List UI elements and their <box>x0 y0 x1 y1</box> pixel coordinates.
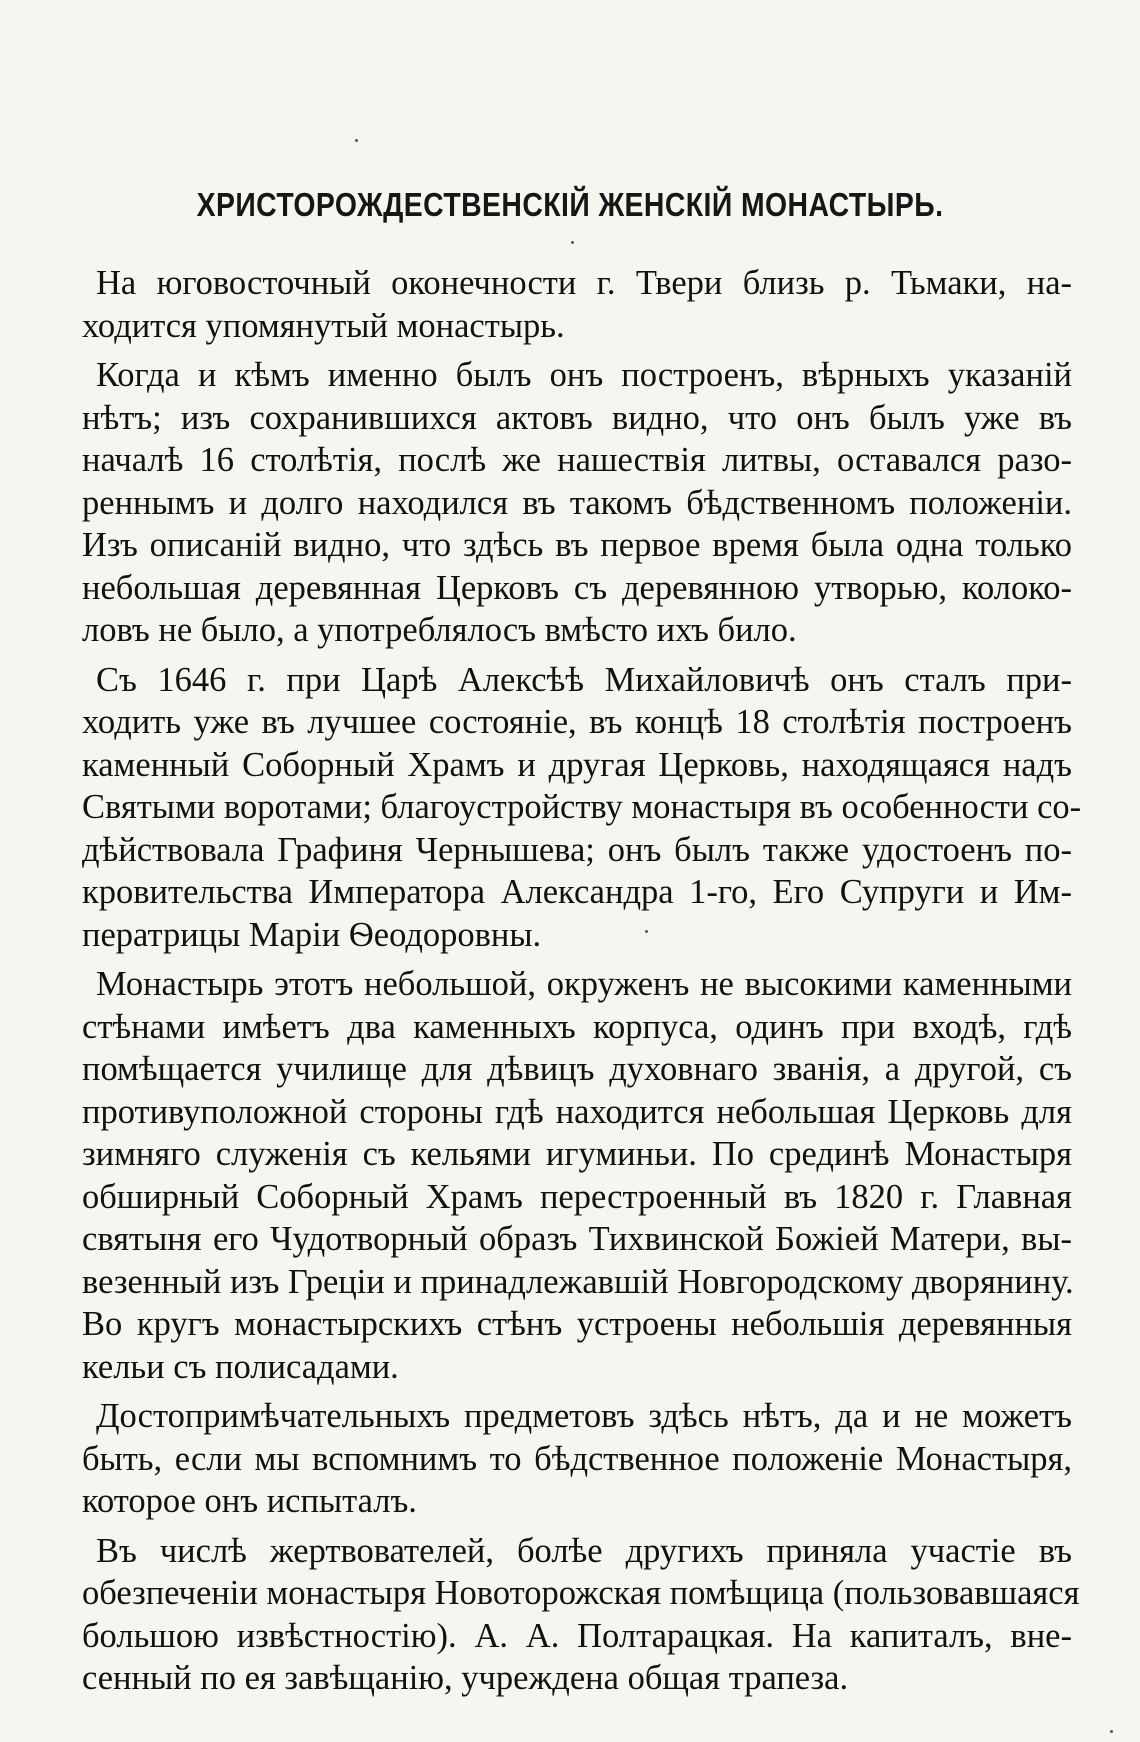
text-line: Въ числѣ жертвователей, болѣе другихъ приняла участіе въ <box>96 1531 1072 1570</box>
text-line: нѣтъ; изъ сохранившихся актовъ видно, что онъ былъ уже въ <box>82 398 1072 437</box>
text-line: Монастырь этотъ небольшой, окруженъ не высокими каменными <box>96 965 1072 1003</box>
text-line: противуположной стороны гдѣ находится небольшая Церковь для <box>82 1092 1072 1131</box>
paragraph <box>82 1395 1072 1523</box>
text-line: большою извѣстностію). А. А. Полтарацкая. На капиталъ, вне- <box>82 1616 1072 1655</box>
paragraph <box>82 354 1072 652</box>
text-line: быть, если мы вспомнимъ то бѣдственное положеніе Монастыря, <box>82 1439 1072 1478</box>
text-line: везенный изъ Греціи и принадлежавшій Новгородскому дворянину. <box>82 1262 1074 1301</box>
text-line: кровительства Императора Александра 1-го, Его Супруги и Им- <box>82 873 1072 911</box>
print-speck <box>355 139 358 142</box>
text-line: помѣщается училище для дѣвицъ духовнаго званія, а другой, съ <box>82 1050 1072 1088</box>
text-line: Изъ описаній видно, что здѣсь въ первое время была одна только <box>82 526 1072 564</box>
text-line: реннымъ и долго находился въ такомъ бѣдственномъ положеніи. <box>82 483 1072 522</box>
text-line: На юговосточный оконечности г. Твери близь р. Тьмаки, на- <box>96 264 1072 302</box>
text-line: сенный по ея завѣщанію, учреждена общая трапеза. <box>82 1659 849 1697</box>
paragraph <box>82 262 1072 347</box>
text-line: ловъ не было, а употреблялосъ вмѣсто ихъ било. <box>82 611 797 649</box>
text-line: дѣйствовала Графиня Чернышева; онъ былъ также удостоенъ по- <box>82 830 1072 869</box>
text-line: ходить уже въ лучшее состояніе, въ концѣ 18 столѣтія построенъ <box>82 703 1072 741</box>
text-line: небольшая деревянная Церковъ съ деревянною утворью, колоко- <box>82 568 1072 607</box>
text-line: которое онъ испыталъ. <box>82 1482 417 1520</box>
print-speck <box>1110 1730 1113 1733</box>
body-text <box>82 262 1082 1707</box>
text-line: Съ 1646 г. при Царѣ Алексѣѣ Михайловичѣ онъ сталъ при- <box>96 660 1072 699</box>
paragraph <box>82 659 1082 957</box>
text-line: Святыми воротами; благоустройству монастыря въ особенности со- <box>82 788 1082 826</box>
text-line: обезпеченіи монастыря Новоторожская помѣщица (пользовавшаяся <box>82 1574 1080 1612</box>
paragraph <box>82 963 1072 1388</box>
page-title: ХРИСТОРОЖДЕСТВЕНСКІЙ ЖЕНСКІЙ МОНАСТЫРЬ. <box>196 186 944 223</box>
text-line: началѣ 16 столѣтія, послѣ же нашествія литвы, оставался разо- <box>82 441 1072 479</box>
text-line: кельи съ полисадами. <box>82 1347 399 1386</box>
text-line: Когда и кѣмъ именно былъ онъ построенъ, вѣрныхъ указаній <box>96 356 1072 394</box>
text-line: святыня его Чудотворный образъ Тихвинской Божіей Матери, вы- <box>82 1220 1072 1258</box>
text-line: зимняго служенія съ кельями игуминьи. По срединѣ Монастыря <box>82 1135 1072 1173</box>
text-line: обширный Соборный Храмъ перестроенный въ 1820 г. Главная <box>82 1177 1072 1216</box>
text-line: Во кругъ монастырскихъ стѣнъ устроены небольшія деревянныя <box>82 1305 1072 1343</box>
text-line: Достопримѣчательныхъ предметовъ здѣсь нѣтъ, да и не можетъ <box>96 1397 1072 1435</box>
print-speck <box>571 241 574 244</box>
paragraph <box>82 1530 1080 1700</box>
text-line: стѣнами имѣетъ два каменныхъ корпуса, одинъ при входѣ, гдѣ <box>82 1007 1072 1046</box>
text-line: каменный Соборный Храмъ и другая Церковь, находящаяся надъ <box>82 745 1072 784</box>
text-line: ператрицы Маріи Ѳеодоровны. <box>82 915 542 954</box>
text-line: ходится упомянутый монастырь. <box>82 306 565 345</box>
print-speck <box>645 930 648 933</box>
